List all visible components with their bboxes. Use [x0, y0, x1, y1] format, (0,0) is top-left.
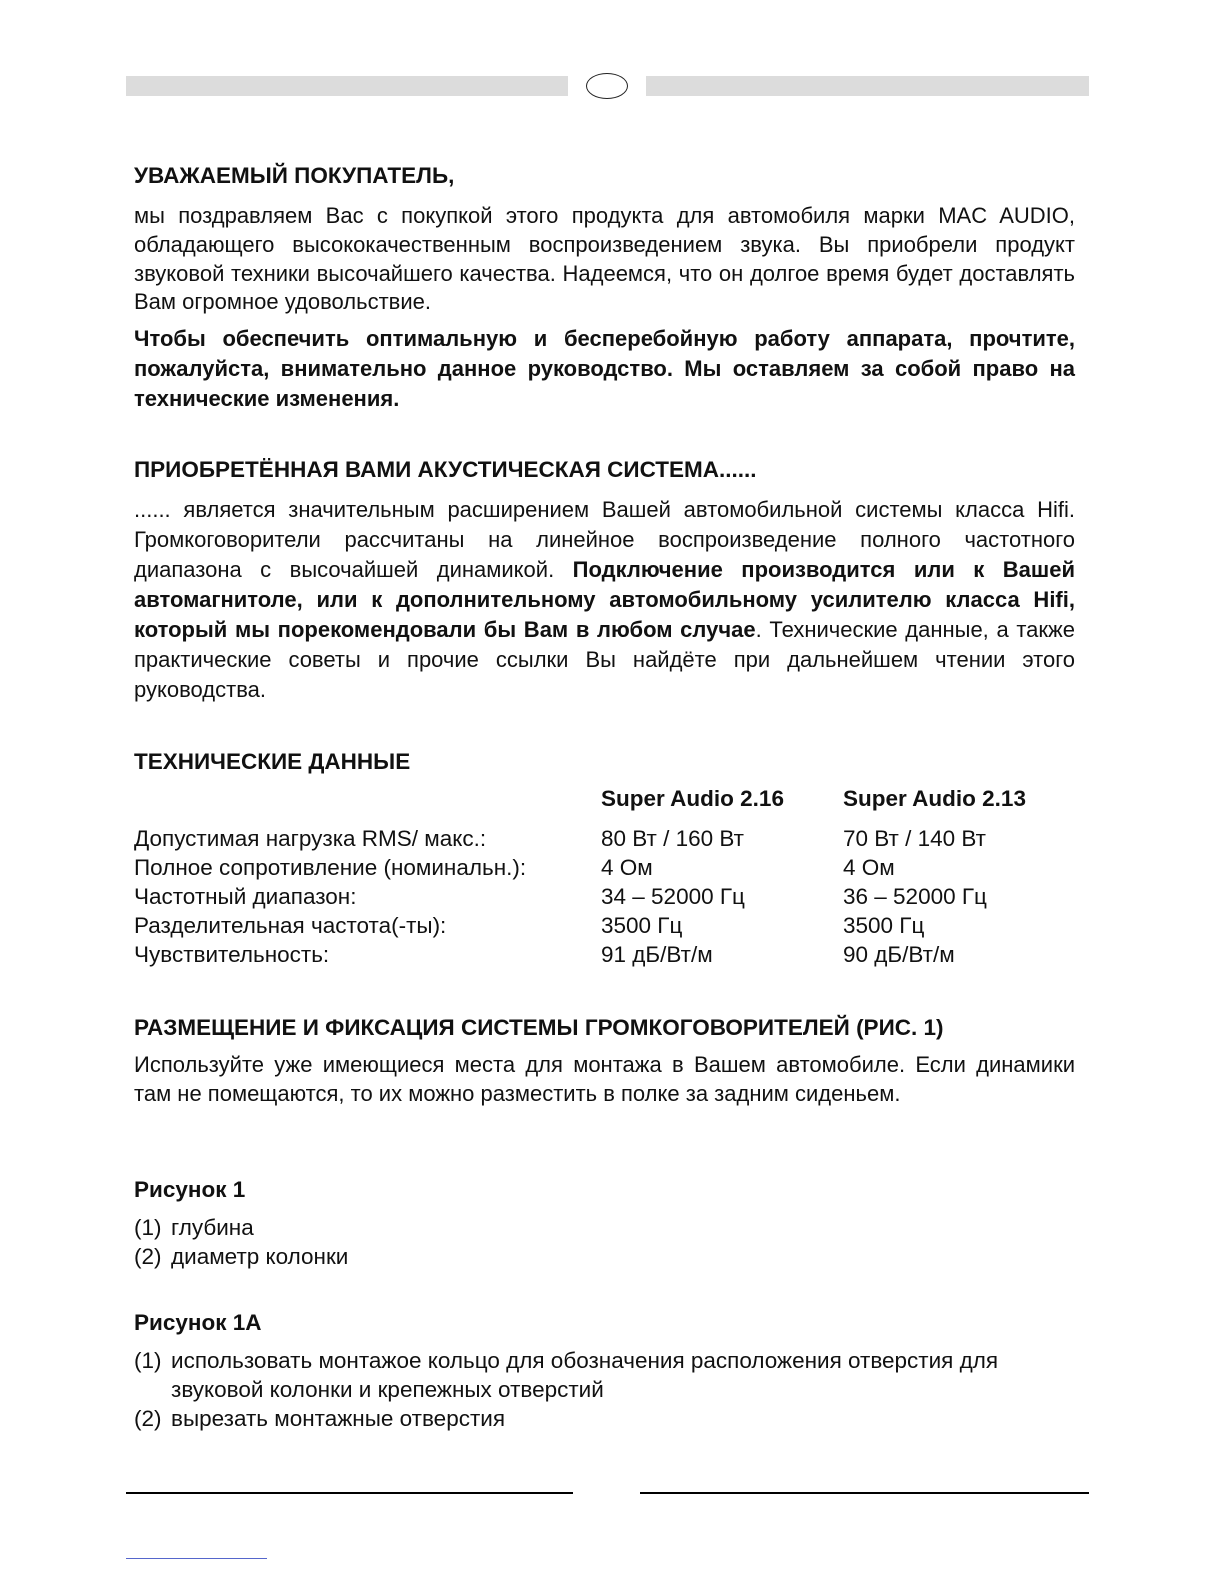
system-text-1: ...... является значительным расширением Вашей автомобильной системы класса Hifi. Громкоговорители рассчитаны на линейное воспроизведение полного частотного диапазона с высочайшей динамикой. [134, 497, 1075, 582]
system-section [134, 455, 1075, 705]
list-item-number: (2) [134, 1244, 162, 1269]
figure-1-section [134, 1175, 1075, 1271]
figure-1-list [134, 1213, 1075, 1271]
spec-label: Чувствительность: [134, 942, 330, 967]
bottom-underline [126, 1558, 267, 1559]
spec-row [134, 853, 1075, 882]
system-paragraph [134, 495, 1075, 705]
system-text-bold: Подключение производится или к Вашей автомагнитоле, или к дополнительному автомобильному усилителю класса Hifi, который мы порекомендовали бы Вам в любом случае [134, 557, 1075, 642]
intro-notice: Чтобы обеспечить оптимальную и бесперебойную работу аппарата, прочтите, пожалуйста, внимательно данное руководство. Мы оставляем за собой право на технические изменения. [134, 326, 1075, 412]
mounting-heading: РАЗМЕЩЕНИЕ И ФИКСАЦИЯ СИСТЕМЫ ГРОМКОГОВОРИТЕЛЕЙ (РИС. 1) [134, 1015, 944, 1040]
figure-1a-section [134, 1308, 1075, 1433]
figure-1a-list [134, 1346, 1075, 1433]
spec-value-model-2: 70 Вт / 140 Вт [843, 826, 986, 851]
system-text-2: . Технические данные, а также практические советы и прочие ссылки Вы найдёте при дальнейшем чтении этого руководства. [134, 617, 1075, 702]
spec-row [134, 911, 1075, 940]
spec-value-model-1: 80 Вт / 160 Вт [601, 826, 744, 851]
list-item-number: (1) [134, 1348, 162, 1373]
list-item [134, 1213, 1075, 1242]
list-item-text: диаметр колонки [171, 1244, 349, 1269]
list-item [134, 1346, 1075, 1404]
list-item [134, 1404, 1075, 1433]
list-item-text: вырезать монтажные отверстия [171, 1406, 506, 1431]
spec-value-model-1: 34 – 52000 Гц [601, 884, 745, 909]
spec-value-model-2: 90 дБ/Вт/м [843, 942, 955, 967]
list-item-number: (2) [134, 1406, 162, 1431]
spec-value-model-1: 91 дБ/Вт/м [601, 942, 713, 967]
spec-value-model-1: 4 Ом [601, 855, 653, 880]
figure-1-title: Рисунок 1 [134, 1177, 246, 1202]
spec-label: Допустимая нагрузка RMS/ макс.: [134, 826, 487, 851]
spec-row [134, 940, 1075, 969]
header-bar-left [126, 76, 568, 96]
list-item [134, 1242, 1075, 1271]
mounting-paragraph: Используйте уже имеющиеся места для монтажа в Вашем автомобиле. Если динамики там не помещаются, то их можно разместить в полке за задним сиденьем. [134, 1052, 1075, 1106]
spec-value-model-2: 4 Ом [843, 855, 895, 880]
intro-section [134, 161, 1075, 414]
spec-row [134, 824, 1075, 853]
spec-label: Частотный диапазон: [134, 884, 357, 909]
spec-label: Разделительная частота(-ты): [134, 913, 447, 938]
specs-section [134, 747, 1075, 777]
figure-1a-title: Рисунок 1А [134, 1310, 262, 1335]
intro-heading: УВАЖАЕМЫЙ ПОКУПАТЕЛЬ, [134, 163, 455, 188]
system-heading: ПРИОБРЕТЁННАЯ ВАМИ АКУСТИЧЕСКАЯ СИСТЕМА...... [134, 457, 757, 482]
specs-heading: ТЕХНИЧЕСКИЕ ДАННЫЕ [134, 749, 411, 774]
list-item-number: (1) [134, 1215, 162, 1240]
spec-value-model-2: 36 – 52000 Гц [843, 884, 987, 909]
footer-line-right [640, 1492, 1089, 1494]
intro-paragraph: мы поздравляем Вас с покупкой этого продукта для автомобиля марки MAC AUDIO, обладающего высококачественным воспроизведением звука. Вы приобрели продукт звуковой техники высочайшего качества. Надеемся, что он долгое время будет доставлять Вам огромное удовольствие. [134, 203, 1075, 315]
mounting-section [134, 1013, 1075, 1109]
header-oval-icon [586, 73, 628, 99]
spec-value-model-2: 3500 Гц [843, 913, 925, 938]
model-1-header: Super Audio 2.16 [601, 786, 784, 811]
spec-row [134, 882, 1075, 911]
header-bar-right [646, 76, 1089, 96]
spec-label: Полное сопротивление (номинальн.): [134, 855, 527, 880]
spec-value-model-1: 3500 Гц [601, 913, 683, 938]
model-2-header: Super Audio 2.13 [843, 786, 1026, 811]
list-item-text: глубина [171, 1215, 254, 1240]
footer-line-left [126, 1492, 573, 1494]
list-item-text: использовать монтажое кольцо для обозначения расположения отверстия для звуковой колонки и крепежных отверстий [171, 1348, 999, 1402]
